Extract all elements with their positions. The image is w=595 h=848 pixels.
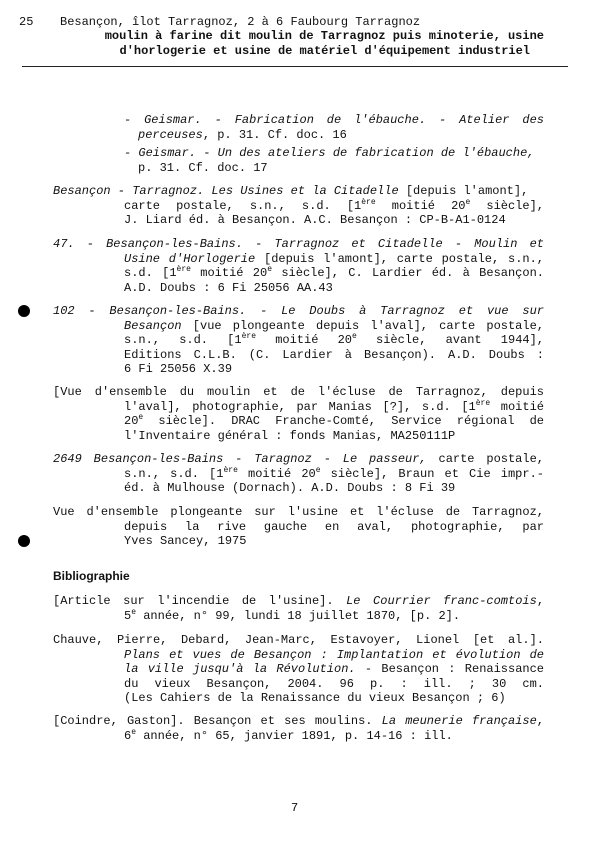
superscript: ère <box>361 197 376 207</box>
text: l'aval], photographie, par Manias [?], s.d. [1 <box>124 399 476 414</box>
source-entry <box>124 113 544 142</box>
entry-title-cont: perceuses <box>138 127 203 142</box>
text: siècle], <box>470 198 545 213</box>
entry-line: Yves Sancey, 1975 <box>124 534 247 548</box>
superscript: e <box>138 413 144 422</box>
bibliography-item <box>53 714 544 743</box>
notice-number: 25 <box>19 15 34 29</box>
text: moitié <box>490 399 544 414</box>
text: [Article sur l'incendie de l'usine]. <box>53 594 347 608</box>
entry-line: depuis la rive gauche en aval, photographie, par <box>124 519 544 534</box>
superscript: e <box>352 332 357 341</box>
text: année, n° 65, janvier 1891, p. 14-16 : ill. <box>136 728 453 743</box>
entry-line <box>53 304 544 319</box>
header-title-line2: d'horlogerie et usine de matériel d'équipement industriel <box>119 44 530 58</box>
entry-line <box>53 714 544 729</box>
entry-line <box>124 266 544 281</box>
entry-line: 6 Fi 25056 X.39 <box>124 362 233 376</box>
entry-ref: , p. 31. Cf. doc. 16 <box>202 127 347 142</box>
entry-title: Geismar. - Fabrication de l'ébauche. - Atelier des <box>144 113 544 127</box>
entry-title-cont: Besançon <box>124 318 182 333</box>
dash: - <box>124 146 139 160</box>
bibliography-item <box>53 594 544 623</box>
superscript: e <box>131 727 137 737</box>
text: 6 <box>124 728 132 743</box>
bullet-dot <box>18 305 30 317</box>
text: moitié 20 <box>190 266 268 280</box>
entry-line <box>53 594 544 609</box>
text: , <box>536 594 545 608</box>
entry-line <box>53 184 544 199</box>
text: siècle]. DRAC Franche-Comté, Service régional de <box>143 414 544 428</box>
superscript: ère <box>475 398 491 408</box>
entry-title: Geismar. - Un des ateliers de fabrication de l'ébauche, <box>138 146 535 160</box>
entry-line <box>124 252 544 267</box>
source-entry <box>53 237 544 295</box>
text: [depuis l'amont], carte postale, s.n., <box>255 251 544 266</box>
entry-line <box>124 199 544 214</box>
entry-line <box>124 400 544 415</box>
entry-title: 47. - Besançon-les-Bains. - Tarragnoz et Citadelle - Moulin et <box>53 237 544 251</box>
source-entry <box>53 184 544 228</box>
entry-line <box>124 319 544 334</box>
bibliography-heading: Bibliographie <box>53 569 130 583</box>
entry-line <box>53 237 544 252</box>
superscript: e <box>315 465 321 475</box>
entry-line: (Les Cahiers de la Renaissance du vieux Besançon ; 6) <box>124 691 506 705</box>
text: s.n., s.d. [1 <box>124 333 242 347</box>
header-location: Besançon, îlot Tarragnoz, 2 à 6 Faubourg Tarragnoz <box>60 15 421 29</box>
entry-line <box>124 414 544 429</box>
bibliography-item <box>53 633 544 706</box>
text: , <box>536 714 544 728</box>
text: moitié 20 <box>375 198 466 213</box>
entry-line <box>124 467 544 482</box>
text: siècle], C. Lardier éd. à Besançon. <box>272 266 544 280</box>
journal-title: La meunerie française <box>381 714 537 728</box>
entry-line <box>124 648 544 663</box>
text: s.d. [1 <box>124 266 177 280</box>
text: moitié 20 <box>237 466 316 481</box>
superscript: ère <box>223 465 238 475</box>
entry-line <box>124 113 544 128</box>
entry-line: [Vue d'ensemble du moulin et de l'écluse de Tarragnoz, depuis <box>53 385 544 399</box>
entry-ref: p. 31. Cf. doc. 17 <box>138 160 268 175</box>
text: siècle], Braun et Cie impr.- <box>320 466 544 481</box>
dash: - <box>124 113 145 127</box>
header-title <box>96 29 544 59</box>
header-divider <box>22 66 568 67</box>
entry-line: Vue d'ensemble plongeante sur l'usine et l'écluse de Tarragnoz, <box>53 505 544 519</box>
entry-line: Chauve, Pierre, Debard, Jean-Marc, Estavoyer, Lionel [et al.]. <box>53 633 544 647</box>
entry-line <box>124 729 544 744</box>
text: [vue plongeante depuis l'aval], carte postale, <box>181 318 544 333</box>
entry-title: Besançon - Tarragnoz. Les Usines et la Citadelle <box>53 184 399 198</box>
source-entry <box>53 452 544 496</box>
entry-line: Editions C.L.B. (C. Lardier à Besançon). A.D. Doubs : <box>124 347 544 362</box>
entry-line: l'Inventaire général : fonds Manias, MA250111P <box>124 428 456 443</box>
page-number: 7 <box>291 801 299 815</box>
book-title: Plans et vues de Besançon : Implantation et évolution de <box>124 647 544 662</box>
superscript: e <box>267 265 273 274</box>
entry-line <box>124 662 544 677</box>
source-entry <box>53 304 544 377</box>
entry-line: A.D. Doubs : 6 Fi 25056 AA.43 <box>124 280 333 295</box>
text: 5 <box>124 608 132 623</box>
source-entry <box>53 505 544 549</box>
entry-title-cont: Usine d'Horlogerie <box>124 251 256 266</box>
text: carte postale, s.n., s.d. [1 <box>124 198 362 213</box>
entry-line: du vieux Besançon, 2004. 96 p. : ill. ; 30 cm. <box>124 676 544 691</box>
entry-line: éd. à Mulhouse (Dornach). A.D. Doubs : 8 Fi 39 <box>124 481 456 495</box>
text: [Coindre, Gaston]. Besançon et ses moulins. <box>53 714 382 728</box>
source-entry <box>53 385 544 443</box>
text: siècle, avant 1944], <box>356 333 544 347</box>
entry-line: J. Liard éd. à Besançon. A.C. Besançon : CP-B-A1-0124 <box>124 213 506 227</box>
text: carte postale, <box>426 452 544 466</box>
entry-line <box>124 128 544 143</box>
entry-text: [depuis l'amont], <box>398 184 529 198</box>
bullet-dot <box>18 535 30 547</box>
book-title-cont: la ville jusqu'à la Révolution. <box>124 662 356 676</box>
entry-title: 102 - Besançon-les-Bains. - Le Doubs à Tarragnoz et vue sur <box>53 304 544 318</box>
entry-line <box>124 333 544 348</box>
header-title-line1: moulin à farine dit moulin de Tarragnoz puis minoterie, usine <box>104 29 544 43</box>
text: année, n° 99, lundi 18 juillet 1870, [p. 2]. <box>136 608 461 623</box>
superscript: e <box>131 607 137 617</box>
entry-line <box>124 146 544 161</box>
text: - Besançon : Renaissance <box>355 662 544 676</box>
entry-line <box>124 161 544 176</box>
entry-line <box>124 609 544 624</box>
source-entry <box>124 146 544 175</box>
text: moitié 20 <box>256 333 352 347</box>
text: s.n., s.d. [1 <box>124 466 224 481</box>
superscript: ère <box>176 265 191 274</box>
journal-title: Le Courrier franc-comtois <box>346 594 537 608</box>
text: 20 <box>124 414 139 428</box>
superscript: ère <box>241 332 256 341</box>
entry-line <box>53 452 544 467</box>
entry-title: 2649 Besançon-les-Bains - Taragnoz - Le passeur, <box>53 452 427 466</box>
superscript: e <box>465 197 471 207</box>
